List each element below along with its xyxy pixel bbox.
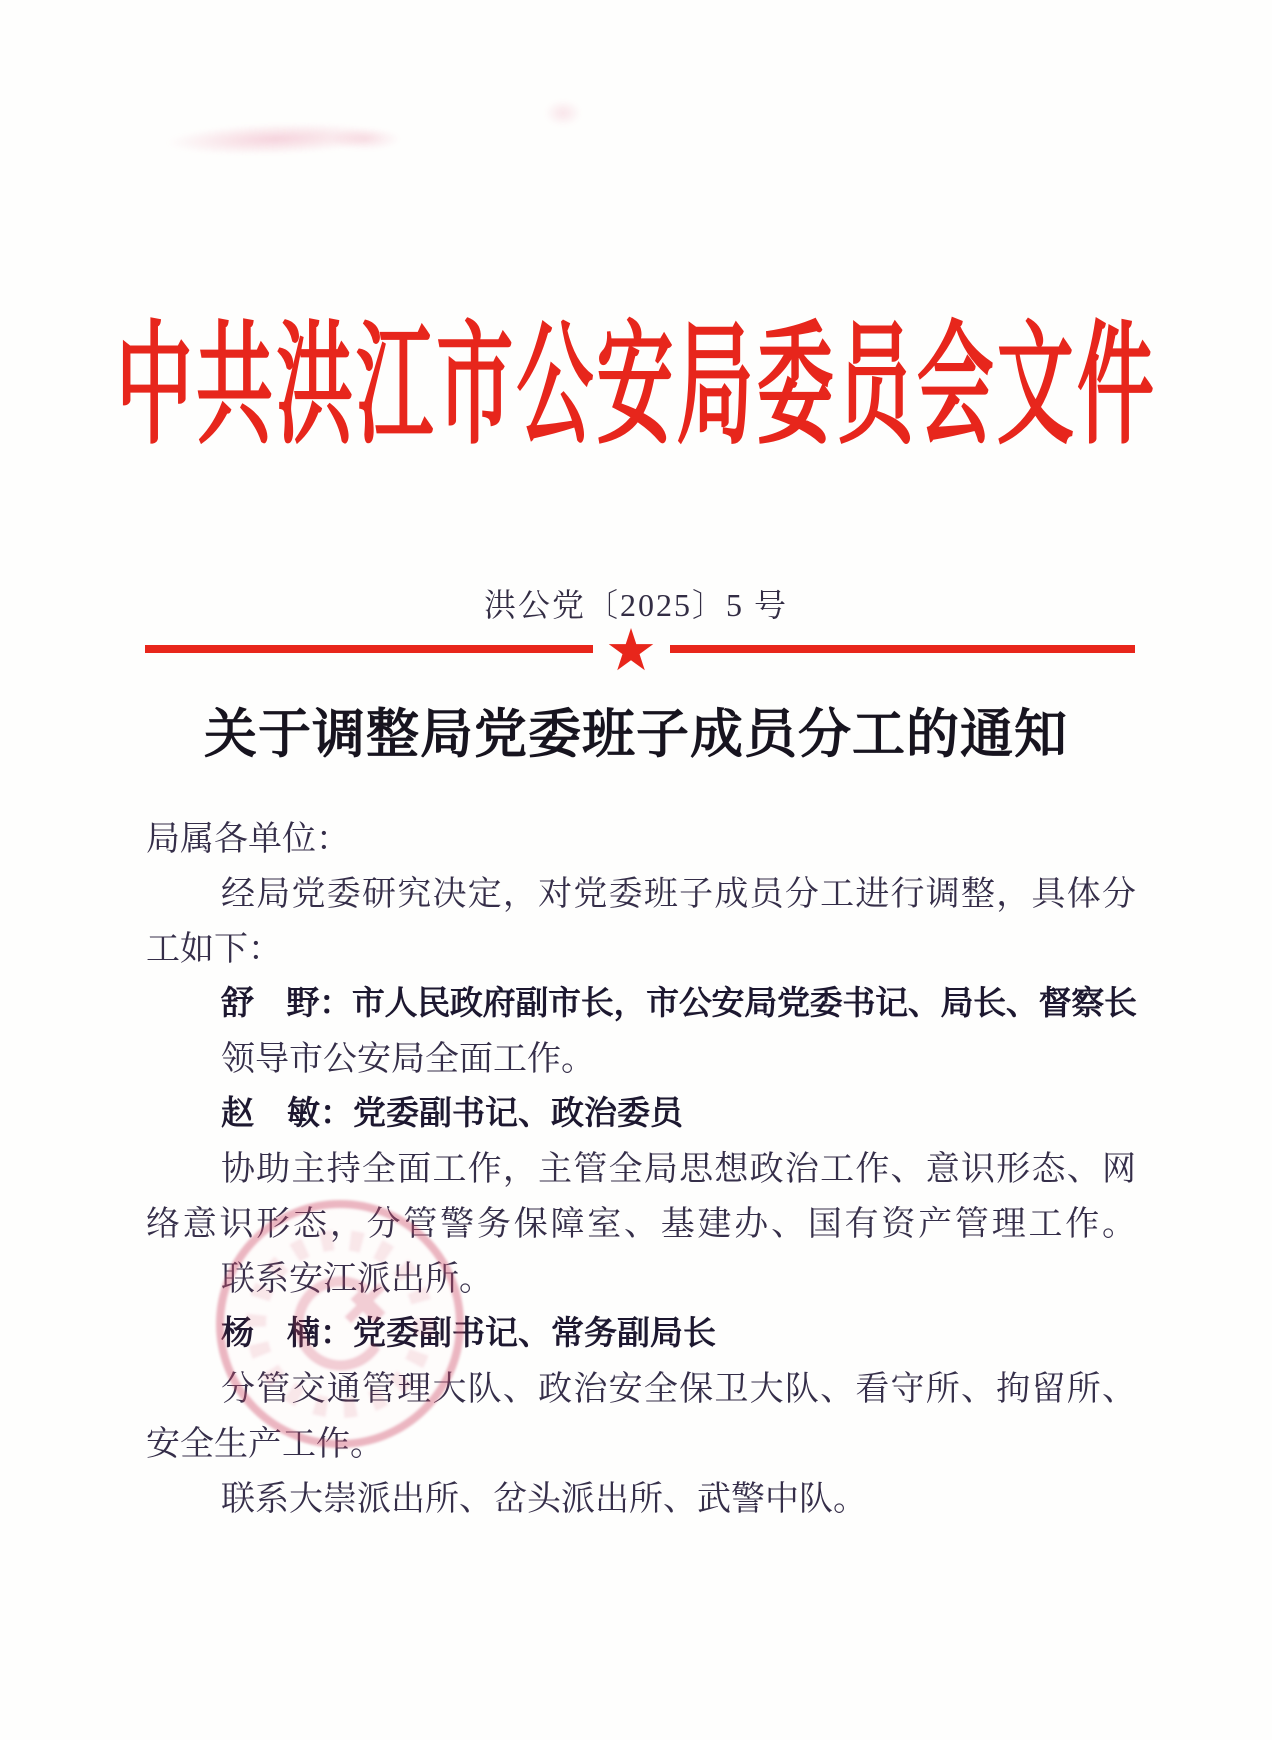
- body-line: 领导市公安局全面工作。: [221, 1041, 595, 1078]
- body-line: 安全生产工作。: [146, 1426, 384, 1463]
- star-icon: ★: [605, 616, 657, 684]
- body-line: 联系大崇派出所、岔头派出所、武警中队。: [221, 1481, 867, 1518]
- document-body: [146, 812, 1136, 1527]
- scan-smudge: [545, 100, 581, 126]
- document-number: 洪公党〔2025〕5 号: [483, 587, 788, 623]
- body-line: 分管交通管理大队、政治安全保卫大队、看守所、拘留所、: [221, 1371, 1136, 1408]
- scan-smudge: [168, 120, 384, 157]
- body-line: 工如下：: [146, 931, 282, 968]
- body-line: 协助主持全面工作，主管全局思想政治工作、意识形态、网: [221, 1151, 1136, 1188]
- body-line: 经局党委研究决定，对党委班子成员分工进行调整，具体分: [221, 876, 1136, 913]
- salutation-line: 局属各单位：: [146, 821, 350, 858]
- document-title: 关于调整局党委班子成员分工的通知: [204, 705, 1068, 764]
- body-line: 联系安江派出所。: [221, 1261, 493, 1298]
- red-divider-left: [145, 645, 593, 653]
- masthead-title-text: 中共洪江市公安局委员会文件: [115, 314, 1157, 462]
- assignment-line-shuye: 舒 野：市人民政府副市长，市公安局党委书记、局长、督察长: [221, 986, 1136, 1022]
- masthead-title: [0, 314, 1272, 462]
- assignment-line-zhaomin: 赵 敏：党委副书记、政治委员: [221, 1096, 683, 1132]
- assignment-line-yangnan: 杨 楠：党委副书记、常务副局长: [221, 1316, 716, 1352]
- red-divider-right: [670, 645, 1135, 653]
- scan-smudge: [330, 128, 400, 150]
- body-line: 络意识形态，分管警务保障室、基建办、国有资产管理工作。: [146, 1206, 1136, 1243]
